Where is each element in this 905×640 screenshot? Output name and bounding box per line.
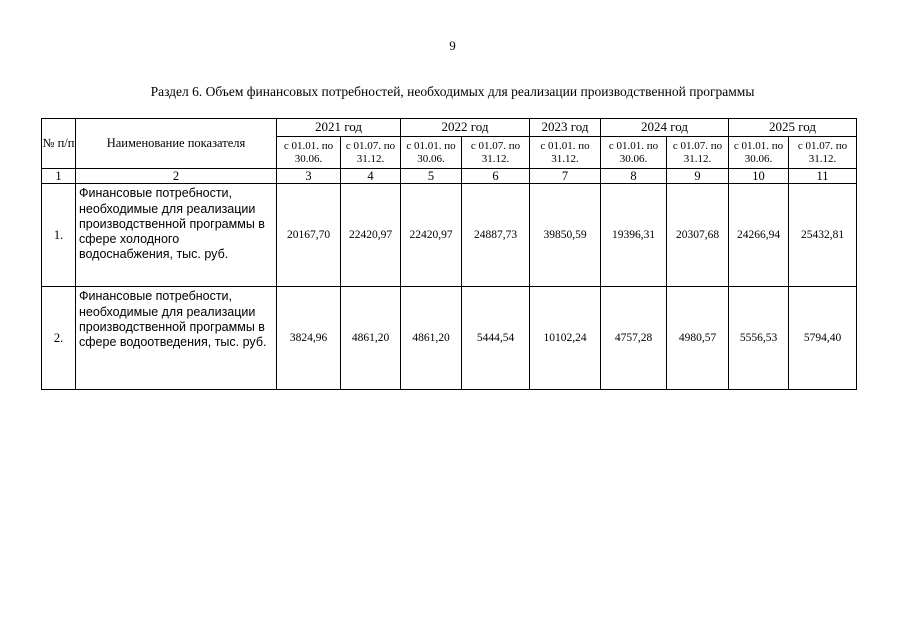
- column-index-row: [42, 169, 857, 184]
- header-year-2022: 2022 год: [401, 119, 530, 137]
- header-period: с 01.07. по 31.12.: [789, 137, 857, 169]
- header-period: с 01.01. по 30.06.: [401, 137, 462, 169]
- value-cell: 10102,24: [530, 287, 601, 390]
- header-period: с 01.07. по 31.12.: [341, 137, 401, 169]
- column-index: 2: [76, 169, 277, 184]
- column-index: 8: [601, 169, 667, 184]
- column-index: 4: [341, 169, 401, 184]
- value-cell: 5794,40: [789, 287, 857, 390]
- header-year-2021: 2021 год: [277, 119, 401, 137]
- financial-needs-table: [41, 118, 857, 390]
- value-cell: 24887,73: [462, 184, 530, 287]
- value-cell: 22420,97: [341, 184, 401, 287]
- table-row: [42, 184, 857, 287]
- column-index: 1: [42, 169, 76, 184]
- value-cell: 20167,70: [277, 184, 341, 287]
- header-indicator-name: Наименование показателя: [76, 119, 277, 169]
- row-number: 1.: [42, 184, 76, 287]
- table-row: [42, 287, 857, 390]
- value-cell: 25432,81: [789, 184, 857, 287]
- value-cell: 3824,96: [277, 287, 341, 390]
- value-cell: 22420,97: [401, 184, 462, 287]
- header-period: с 01.07. по 31.12.: [462, 137, 530, 169]
- column-index: 9: [667, 169, 729, 184]
- value-cell: 39850,59: [530, 184, 601, 287]
- indicator-name: Финансовые потребности, необходимые для реализации производственной программы в сфере водоотведения, тыс. руб.: [76, 287, 277, 390]
- value-cell: 4861,20: [401, 287, 462, 390]
- value-cell: 19396,31: [601, 184, 667, 287]
- value-cell: 4757,28: [601, 287, 667, 390]
- header-year-2024: 2024 год: [601, 119, 729, 137]
- value-cell: 5444,54: [462, 287, 530, 390]
- row-number: 2.: [42, 287, 76, 390]
- value-cell: 24266,94: [729, 184, 789, 287]
- header-number: № п/п: [42, 119, 76, 169]
- page-number: 9: [449, 38, 456, 53]
- value-cell: 20307,68: [667, 184, 729, 287]
- value-cell: 5556,53: [729, 287, 789, 390]
- header-year-2025: 2025 год: [729, 119, 857, 137]
- header-period: с 01.01. по 30.06.: [601, 137, 667, 169]
- column-index: 3: [277, 169, 341, 184]
- header-period: с 01.01. по 31.12.: [530, 137, 601, 169]
- header-period: с 01.01. по 30.06.: [729, 137, 789, 169]
- column-index: 10: [729, 169, 789, 184]
- column-index: 11: [789, 169, 857, 184]
- header-period: с 01.07. по 31.12.: [667, 137, 729, 169]
- value-cell: 4861,20: [341, 287, 401, 390]
- column-index: 5: [401, 169, 462, 184]
- column-index: 7: [530, 169, 601, 184]
- header-period: с 01.01. по 30.06.: [277, 137, 341, 169]
- section-title: Раздел 6. Объем финансовых потребностей, необходимых для реализации производственной программы: [150, 84, 755, 99]
- header-year-2023: 2023 год: [530, 119, 601, 137]
- value-cell: 4980,57: [667, 287, 729, 390]
- column-index: 6: [462, 169, 530, 184]
- indicator-name: Финансовые потребности, необходимые для реализации производственной программы в сфере холодного водоснабжения, тыс. руб.: [76, 184, 277, 287]
